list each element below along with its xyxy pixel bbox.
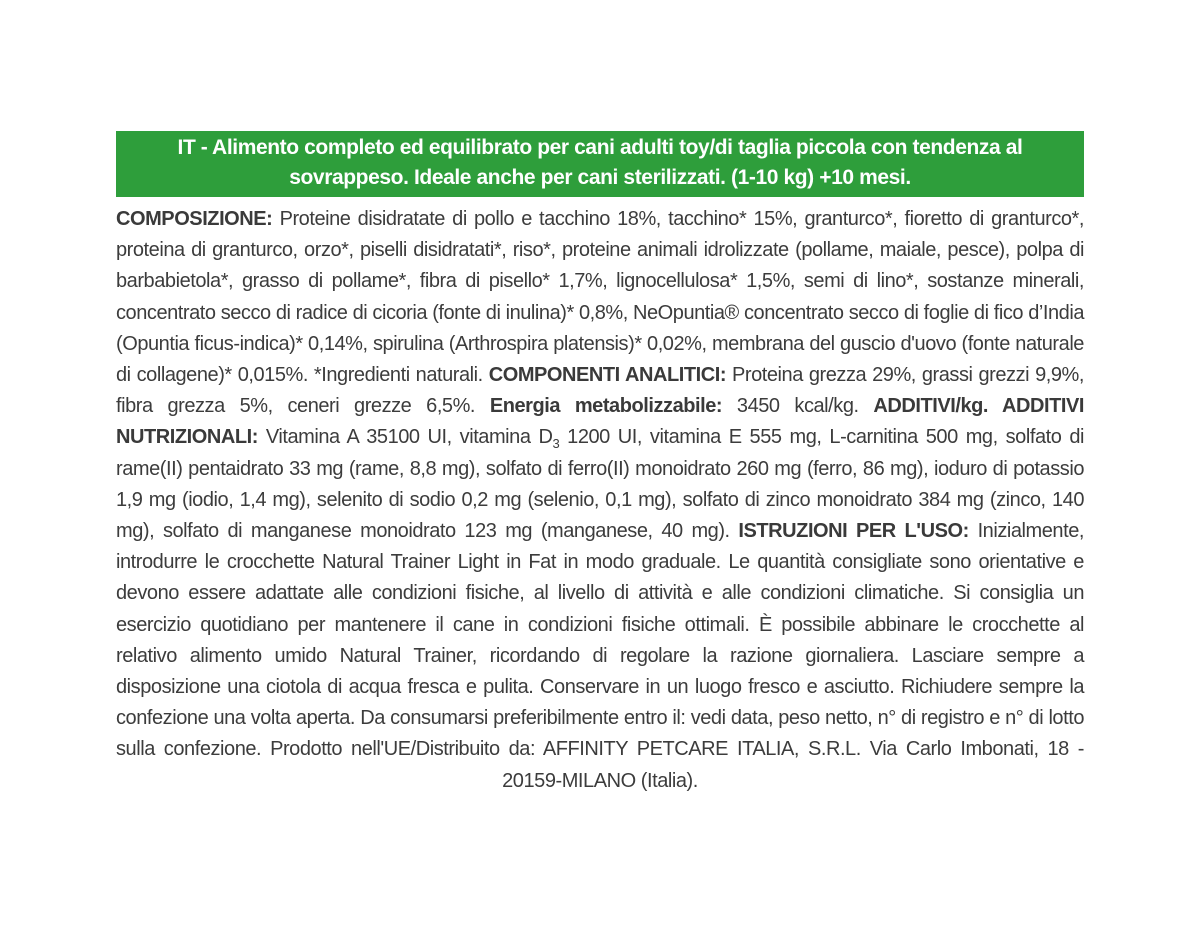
energy-text: 3450 kcal/kg. <box>722 395 874 418</box>
analytics-heading: COMPONENTI ANALITICI: <box>488 364 727 387</box>
header-line-1: IT - Alimento completo ed equilibrato per cani adulti toy/di taglia piccola con tendenza al <box>177 136 1023 159</box>
energy-heading: Energia metabolizzabile: <box>489 395 723 418</box>
label-body-text <box>116 204 1084 797</box>
header-line-2: sovrappeso. Ideale anche per cani sterilizzati. (1-10 kg) +10 mesi. <box>289 166 911 189</box>
composition-heading: COMPOSIZIONE: <box>116 208 273 230</box>
vitamin-d-subscript: 3 <box>552 436 560 452</box>
additives-heading: ADDITIVI/kg. ADDITIVI NUTRIZIONALI: <box>116 395 1085 449</box>
product-description-header <box>116 131 1084 197</box>
additives-text: Vitamina A 35100 UI, vitamina D <box>257 426 553 449</box>
composition-text: Proteine disidratate di pollo e tacchino 18%, tacchino* 15%, granturco*, fioretto di granturco*, proteina di granturco, orzo*, piselli disidratati*, riso*, proteine animali idrolizzate (pollame, maiale, pesce), polpa di barbabietola*, grasso di pollame*, fibra di pisello* 1,7%, lignocellulosa* 1,5%, semi di lino*, sostanze minerali, concentrato secco di radice di cicoria (fonte di inulina)* 0,8%, NeOpuntia® concentrato secco di foglie di fico d’India (Opuntia ficus-indica)* 0,14%, spirulina (Arthrospira platensis)* 0,02%, membrana del guscio d'uovo (fonte naturale di collagene)* 0,015%. *Ingredienti naturali. <box>116 208 1084 387</box>
analytics-text: Proteina grezza 29%, grassi grezzi 9,9%, fibra grezza 5%, ceneri grezze 6,5%. <box>116 364 1084 418</box>
instructions-text: Inizialmente, introdurre le crocchette Natural Trainer Light in Fat in modo graduale. Le quantità consigliate sono orientative e devono essere adattate alle condizioni fisiche, al livello di attività e alle condizioni climatiche. Si consiglia un esercizio quotidiano per mantenere il cane in condizioni fisiche ottimali. È possibile abbinare le crocchette al relativo alimento umido Natural Trainer, ricordando di regolare la razione giornaliera. Lasciare sempre a disposizione una ciotola di acqua fresca e pulita. Conservare in un luogo fresco e asciutto. Richiudere sempre la confezione una volta aperta. Da consumarsi preferibilmente entro il: vedi data, peso netto, n° di registro e n° di lotto sulla confezione. Prodotto nell'UE/Distribuito da: AFFINITY PETCARE ITALIA, S.R.L. Via Carlo Imbonati, 18 - 20159-MILANO (Italia). <box>116 520 1084 792</box>
product-label-panel <box>116 131 1084 797</box>
additives-text-continued: 1200 UI, vitamina E 555 mg, L-carnitina 500 mg, solfato di rame(II) pentaidrato 33 mg (rame, 8,8 mg), solfato di ferro(II) monoidrato 260 mg (ferro, 86 mg), ioduro di potassio 1,9 mg (iodio, 1,4 mg), selenito di sodio 0,2 mg (selenio, 0,1 mg), solfato di zinco monoidrato 384 mg (zinco, 140 mg), solfato di manganese monoidrato 123 mg (manganese, 40 mg). <box>116 426 1084 543</box>
instructions-heading: ISTRUZIONI PER L'USO: <box>738 520 969 543</box>
